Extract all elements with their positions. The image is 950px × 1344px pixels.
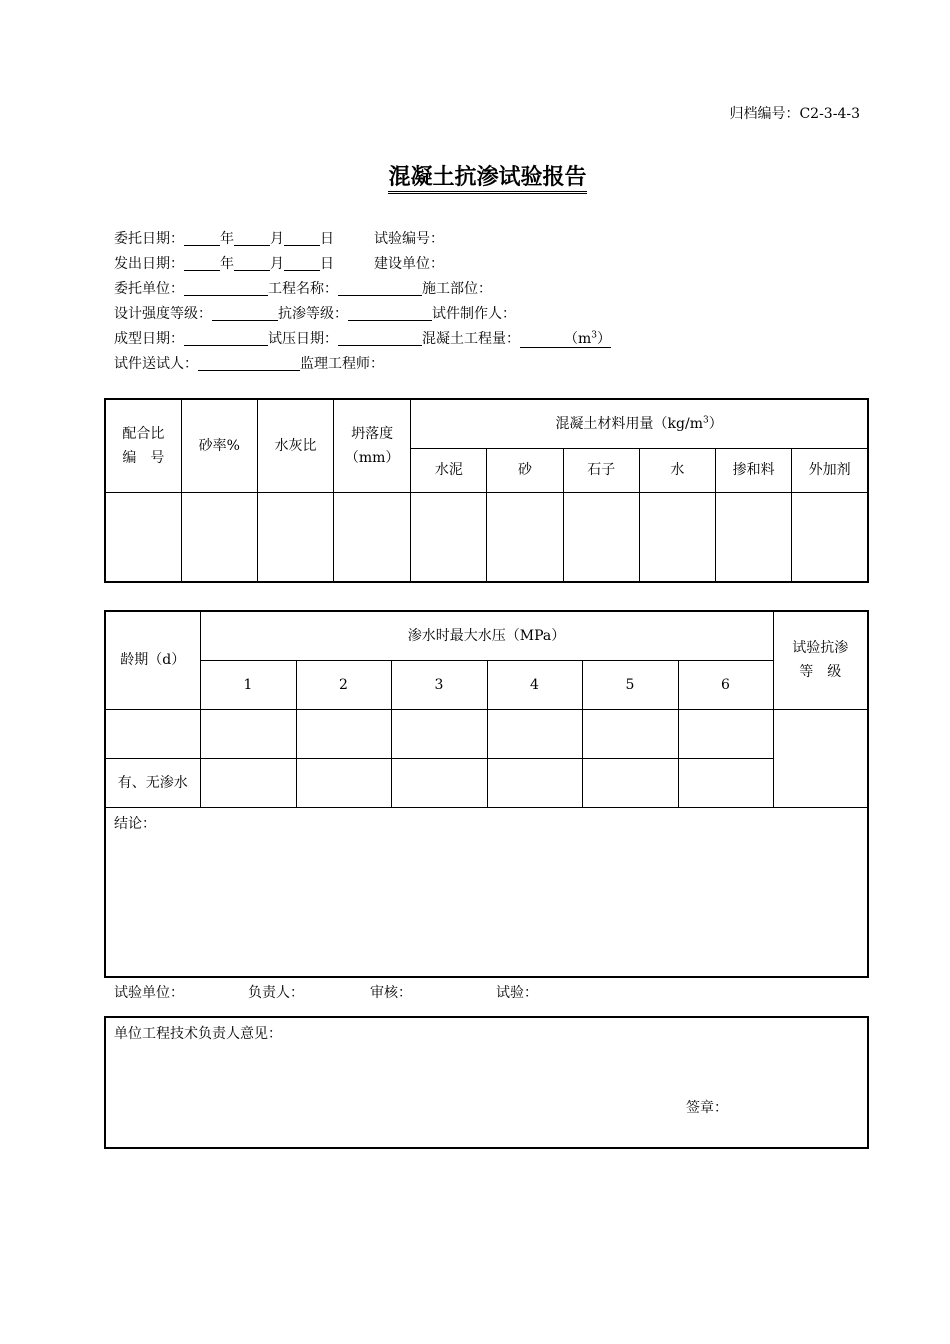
test-no-label: 试验编号： [374,231,444,247]
impermeability-grade-label: 抗渗等级： [278,306,348,322]
water-cement-header: 水灰比 [257,399,333,492]
quantity-unit [520,331,611,348]
material-stone: 石子 [563,448,639,492]
material-header-sup: 3 [702,415,709,426]
specimen-no-4: 4 [487,660,582,709]
quantity-unit-sup: 3 [591,330,598,341]
opinion-label: 单位工程技术负责人意见： [114,1026,282,1042]
blank [338,329,422,346]
forming-date-label: 成型日期： [114,331,184,347]
blank [184,254,220,271]
table-cell [716,492,792,582]
table-cell [296,758,391,807]
table-row [105,758,868,807]
grade-line2: 等 级 [799,664,842,681]
entrust-unit-label: 委托单位： [114,281,184,297]
blank [284,229,320,246]
material-additive: 外加剂 [792,448,868,492]
table-cell [582,709,678,758]
entrust-date-label: 委托日期： [114,231,184,247]
info-line-entrust-date [114,227,874,252]
material-header-close: ） [708,415,723,432]
construction-unit-label: 建设单位： [374,256,444,272]
opinion-cell [105,1017,868,1148]
table-cell [487,709,582,758]
specimen-maker-label: 试件制作人： [432,306,516,322]
quantity-unit-open: （m [564,331,592,347]
year-label: 年 [220,256,234,272]
quantity-unit-close: ） [597,331,612,347]
info-section [114,227,874,377]
sand-ratio-header: 砂率% [181,399,257,492]
table-cell [678,758,773,807]
material-sand: 砂 [487,448,563,492]
specimen-no-5: 5 [582,660,678,709]
slump-line2: （mm） [344,449,400,466]
concrete-quantity-label: 混凝土工程量： [422,331,520,347]
archive-number: 归档编号：C2-3-4-3 [729,106,860,122]
grade-value-cell [773,709,868,807]
supervisor-label: 监理工程师： [300,356,384,372]
blank [234,254,270,271]
specimen-sender-label: 试件送试人： [114,356,198,372]
info-line-issue-date [114,252,874,277]
info-line-forming-date [114,327,874,352]
table-cell [639,492,715,582]
mix-no-line2: 编 号 [122,449,165,466]
specimen-no-3: 3 [391,660,487,709]
mix-no-line1: 配合比 [122,425,165,442]
info-line-specimen-sender [114,352,874,377]
year-label: 年 [220,231,234,247]
max-pressure-header: 渗水时最大水压（MPa） [200,611,773,660]
specimen-no-2: 2 [296,660,391,709]
month-label: 月 [270,231,284,247]
responsible-label: 负责人： [248,985,304,1001]
table-cell [678,709,773,758]
blank [198,354,300,371]
conclusion-cell: 结论： [105,807,868,977]
table-cell [257,492,333,582]
blank [212,304,278,321]
grade-line1: 试验抗渗 [792,640,849,657]
day-label: 日 [320,231,334,247]
table-cell [582,758,678,807]
slump-line1: 坍落度 [351,425,394,442]
signature-row [114,982,538,1002]
table-cell [792,492,868,582]
table-cell [200,709,296,758]
title-text: 混凝土抗渗试验报告 [388,165,586,194]
table-cell [391,709,487,758]
review-label: 审核： [370,985,412,1001]
month-label: 月 [270,256,284,272]
table-cell [391,758,487,807]
blank [284,254,320,271]
project-name-label: 工程名称： [268,281,338,297]
pressure-test-table [104,610,869,978]
opinion-table [104,1016,869,1149]
seal-label: 签章： [686,1100,728,1116]
issue-date-label: 发出日期： [114,256,184,272]
grade-header [773,611,868,709]
material-cement: 水泥 [411,448,487,492]
tester-label: 试验： [496,985,538,1001]
blank [348,304,432,321]
blank [184,329,268,346]
table-cell [296,709,391,758]
blank [338,279,422,296]
material-usage-header [411,399,868,448]
mix-proportion-table [104,398,869,583]
design-strength-label: 设计强度等级： [114,306,212,322]
table-cell [105,709,200,758]
table-cell [487,492,563,582]
seepage-label: 有、无渗水 [105,758,200,807]
table-cell [105,492,181,582]
table-cell [181,492,257,582]
specimen-no-1: 1 [200,660,296,709]
table-row [105,492,868,582]
blank [234,229,270,246]
construction-part-label: 施工部位： [422,281,492,297]
mix-no-header [105,399,181,492]
info-line-design-strength [114,302,874,327]
table-cell [411,492,487,582]
test-unit-label: 试验单位： [114,985,184,1001]
blank [184,279,268,296]
blank [184,229,220,246]
table-cell [334,492,411,582]
material-header-text: 混凝土材料用量（kg/m [555,415,703,432]
material-admixture: 掺和料 [716,448,792,492]
table-row [105,709,868,758]
day-label: 日 [320,256,334,272]
table-cell [487,758,582,807]
age-header: 龄期（d） [105,611,200,709]
table-cell [563,492,639,582]
material-water: 水 [639,448,715,492]
slump-header [334,399,411,492]
document-title [0,160,950,191]
info-line-entrust-unit [114,277,874,302]
pressure-date-label: 试压日期： [268,331,338,347]
specimen-no-6: 6 [678,660,773,709]
table-cell [200,758,296,807]
